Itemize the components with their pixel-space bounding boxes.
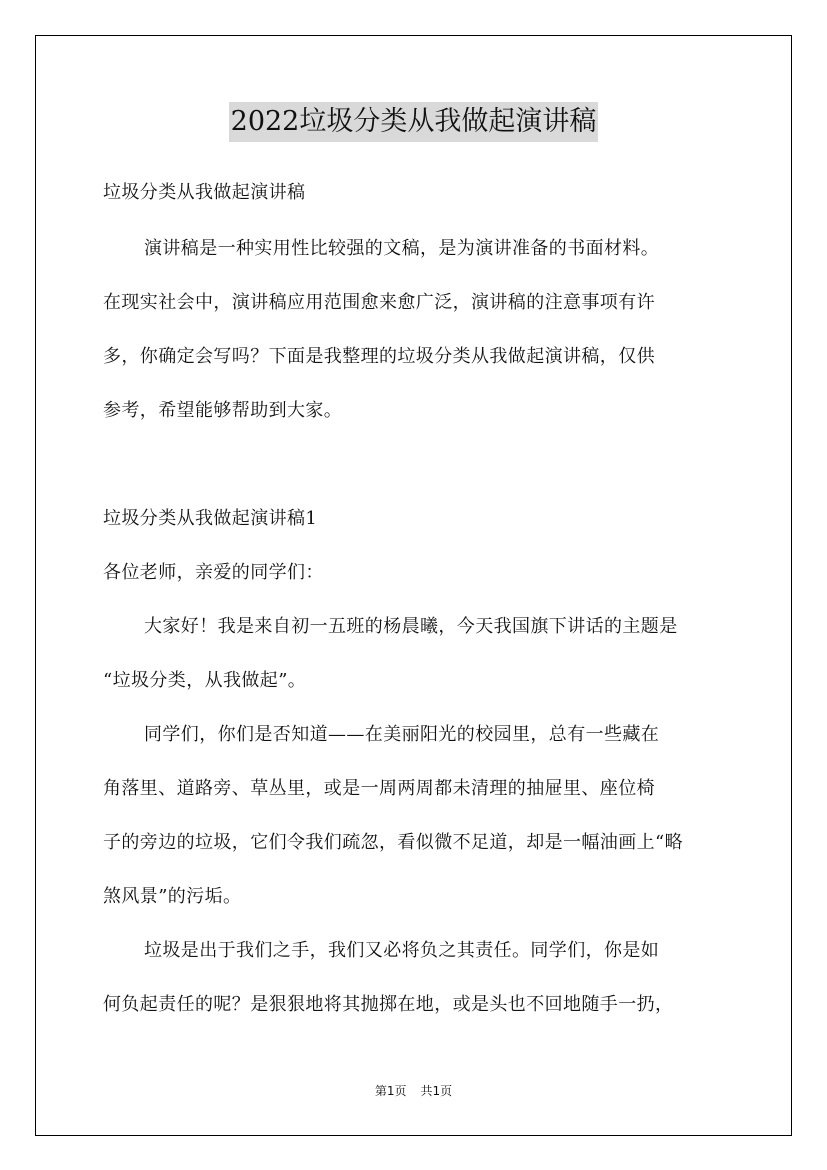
subtitle-line: 垃圾分类从我做起演讲稿 bbox=[103, 182, 306, 203]
salutation-line: 各位老师，亲爱的同学们： bbox=[103, 562, 324, 583]
paragraph-line: “垃圾分类，从我做起”。 bbox=[103, 670, 307, 691]
paragraph-line: 何负起责任的呢？是狠狠地将其抛掷在地，或是头也不回地随手一扔， bbox=[103, 994, 674, 1015]
page-footer bbox=[0, 1083, 827, 1099]
paragraph-line: 垃圾是出于我们之手，我们又必将负之其责任。同学们，你是如 bbox=[144, 940, 660, 961]
section-heading: 垃圾分类从我做起演讲稿1 bbox=[103, 508, 318, 529]
paragraph-line: 在现实社会中，演讲稿应用范围愈来愈广泛，演讲稿的注意事项有许 bbox=[103, 292, 655, 313]
document-title: 2022垃圾分类从我做起演讲稿 bbox=[229, 102, 599, 142]
page-number: 第1页 bbox=[374, 1084, 407, 1098]
paragraph-line: 演讲稿是一种实用性比较强的文稿，是为演讲准备的书面材料。 bbox=[144, 238, 660, 259]
paragraph-line: 煞风景”的污垢。 bbox=[103, 886, 242, 907]
paragraph-line: 大家好！我是来自初一五班的杨晨曦，今天我国旗下讲话的主题是 bbox=[144, 616, 678, 637]
page-total: 共1页 bbox=[420, 1084, 453, 1098]
title-container bbox=[0, 102, 827, 142]
paragraph-line: 角落里、道路旁、草丛里，或是一周两周都未清理的抽屉里、座位椅 bbox=[103, 778, 655, 799]
paragraph-line: 同学们，你们是否知道——在美丽阳光的校园里，总有一些藏在 bbox=[144, 724, 660, 745]
paragraph-line: 子的旁边的垃圾，它们令我们疏忽，看似微不足道，却是一幅油画上“略 bbox=[103, 832, 683, 853]
paragraph-line: 参考，希望能够帮助到大家。 bbox=[103, 400, 343, 421]
paragraph-line: 多，你确定会写吗？下面是我整理的垃圾分类从我做起演讲稿，仅供 bbox=[103, 346, 655, 367]
